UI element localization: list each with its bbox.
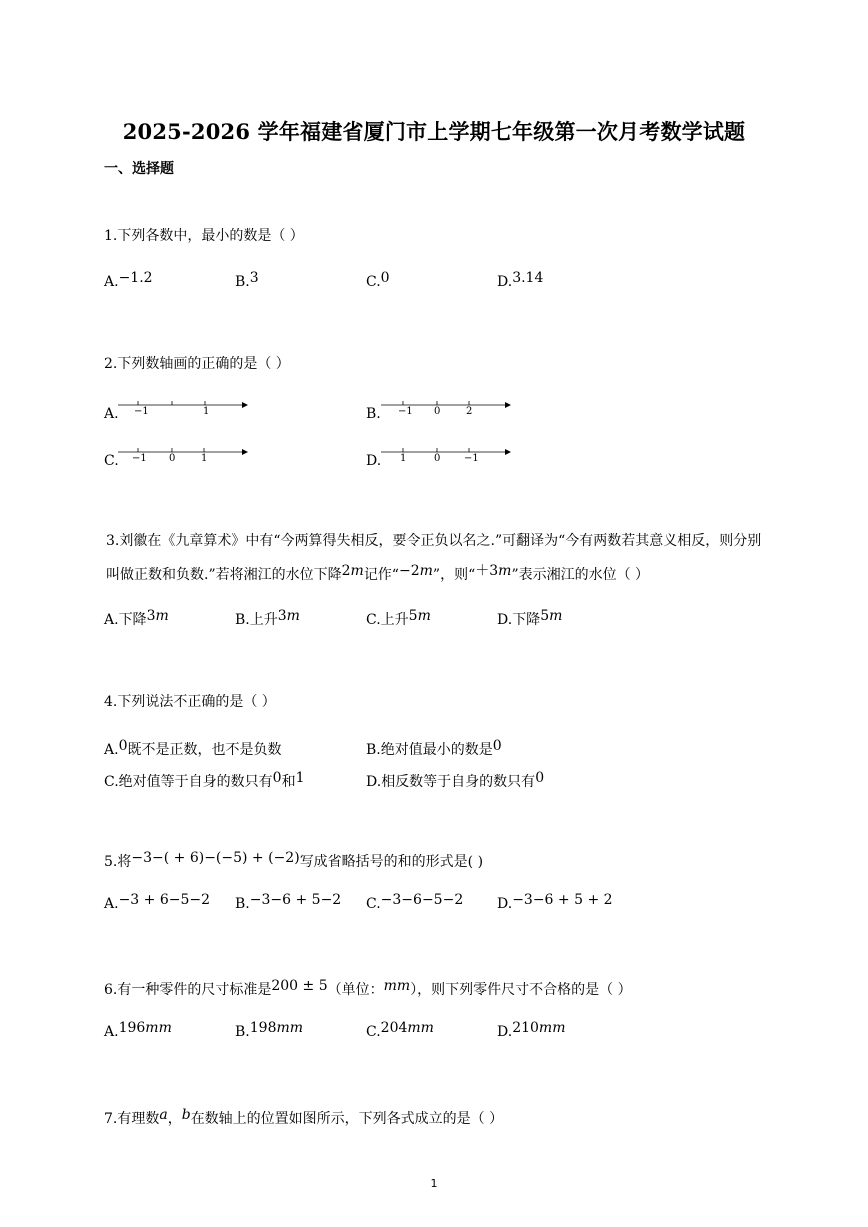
option-6a [104,1020,172,1040]
option-value: −3−6 + 5−2 [249,892,342,908]
stem-math: −3−( + 6)−(−5) + (−2) [131,850,300,866]
tick-label: 1 [203,406,210,417]
option-2a-key: A. [104,406,119,422]
tick-label: 0 [434,406,441,417]
option-text: 上升 [249,612,278,628]
option-text: 绝对值最小的数是 [380,742,493,758]
option-value: 196 [118,1020,146,1036]
question-7 [104,1105,503,1129]
question-1 [104,226,304,246]
question-2 [104,354,290,374]
option-2c-key: C. [104,453,119,469]
tick-label: 1 [201,453,208,464]
stem-text: 在数轴上的位置如图所示，下列各式成立的是（ ） [190,1111,504,1127]
number-line-2b [381,398,513,422]
option-3d [497,608,562,629]
option-key: B. [235,612,250,628]
stem-text: ”，则“ [432,567,476,583]
option-value: 0 [380,270,390,286]
question-5 [104,848,483,872]
option-key: A. [104,612,119,628]
option-text: 上升 [380,612,409,628]
option-4b [366,738,502,759]
option-1a [104,270,153,290]
tick-label: −1 [134,406,149,417]
stem-text: （单位： [327,982,384,998]
option-value: 3 [277,608,287,624]
option-key: C. [366,612,381,628]
option-text: 既不是正数，也不是负数 [127,742,282,758]
option-4d [366,770,544,791]
tick-label: 0 [434,453,441,464]
option-value: 198 [249,1020,277,1036]
option-value: −3 + 6−5−2 [118,892,211,908]
question-stem: 下列数轴画的正确的是（ ） [117,356,290,372]
option-1b [235,270,259,290]
option-key: D. [497,612,513,628]
page-number: 1 [430,1177,438,1190]
option-text: 下降 [118,612,147,628]
stem-text: 记作“ [363,567,399,583]
option-value: 3 [146,608,156,624]
tick-label: 2 [466,406,473,417]
option-value: 204 [380,1020,408,1036]
option-value: 0 [118,738,128,754]
option-unit: mm [407,1020,434,1036]
tick-label: −1 [398,406,413,417]
option-key: D. [366,774,382,790]
question-3 [106,526,771,590]
option-value: 3 [249,270,259,286]
option-key: C. [104,774,119,790]
option-key: C. [366,274,381,290]
option-unit: m [286,608,300,624]
option-value: 0 [535,770,545,786]
stem-text: 有理数 [117,1111,160,1127]
option-unit: mm [145,1020,172,1036]
tick-label: 0 [169,453,176,464]
stem-text: ”表示湘江的水位（ ） [511,567,650,583]
option-3c [366,608,431,629]
option-4a [104,738,281,759]
stem-math: b [181,1107,191,1123]
option-key: B. [235,274,250,290]
stem-math: a [159,1107,168,1123]
option-key: C. [366,896,381,912]
stem-text: 将 [117,854,132,870]
option-text: 绝对值等于自身的数只有 [118,774,273,790]
question-4 [104,692,276,712]
tick-label: −1 [132,453,147,464]
page-title: 2025-2026 学年福建省厦门市上学期七年级第一次月考数学试题 [122,119,746,144]
option-text: 和 [281,774,296,790]
option-5d [497,892,613,912]
section-heading: 一、选择题 [104,161,174,177]
stem-text: 写成省略括号的和的形式是( ) [299,854,484,870]
option-6c [366,1020,434,1040]
option-unit: m [155,608,169,624]
option-key: B. [366,742,381,758]
option-value: 0 [492,738,502,754]
option-value: 3.14 [512,270,544,286]
option-5b [235,892,341,912]
option-key: D. [497,1024,513,1040]
question-number: 3. [106,533,120,549]
question-number: 2. [104,356,118,372]
option-key: B. [235,1024,250,1040]
question-number: 1. [104,228,118,244]
option-value: −3−6 + 5 + 2 [512,892,613,908]
number-line-2c [118,445,250,469]
option-2d-key: D. [366,453,382,469]
option-unit: mm [276,1020,304,1036]
number-line-2a [118,398,250,422]
tick-label: −1 [464,453,479,464]
option-5c [366,892,463,912]
option-3a [104,608,169,629]
option-6b [235,1020,303,1040]
stem-math: −2 [398,563,420,579]
option-4c [104,770,305,791]
option-value: 210 [512,1020,539,1036]
option-key: D. [497,274,513,290]
option-value: −1.2 [118,270,153,286]
option-1c [366,270,390,290]
option-value: 5 [408,608,418,624]
option-text: 下降 [512,612,541,628]
question-number: 7. [104,1111,118,1127]
option-1d [497,270,543,290]
option-text: 相反数等于自身的数只有 [381,774,536,790]
option-5a [104,892,210,912]
option-key: C. [366,1024,381,1040]
option-value: −3−6−5−2 [380,892,464,908]
stem-text: ， [167,1111,182,1127]
option-unit: m [417,608,431,624]
option-unit: mm [538,1020,566,1036]
option-value: 5 [540,608,550,624]
question-number: 6. [104,982,118,998]
stem-math: m [419,563,433,579]
stem-math: 2 [341,563,351,579]
option-key: A. [104,1024,119,1040]
question-stem: 下列说法不正确的是（ ） [117,694,276,710]
stem-text: ），则下列零件尺寸不合格的是（ ） [410,982,632,998]
option-unit: m [549,608,563,624]
stem-math: mm [383,978,411,994]
question-number: 5. [104,854,118,870]
stem-math: m [498,563,512,579]
stem-math: ＋3 [475,563,499,579]
question-stem: 下列各数中，最小的数是（ ） [117,228,304,244]
option-3b [235,608,300,629]
option-key: A. [104,896,119,912]
stem-text: 刘徽在《九章算术》中有“今两算得失相反，要令正负以名之.”可翻译为“今有两数若其意义相反，则分别叫做正数和负数.”若将湘江的水位下降 [106,533,762,583]
option-value: 0 [272,770,282,786]
stem-text: 有一种零件的尺寸标准是 [117,982,272,998]
option-key: A. [104,742,119,758]
number-line-2d [381,445,513,469]
option-value: 1 [295,770,305,786]
stem-math: 200 ± 5 [271,978,328,994]
question-6 [104,976,632,1000]
option-key: A. [104,274,119,290]
option-key: B. [235,896,250,912]
question-number: 4. [104,694,118,710]
tick-label: 1 [400,453,407,464]
stem-math: m [350,563,364,579]
option-2b-key: B. [366,406,381,422]
option-6d [497,1020,565,1040]
option-key: D. [497,896,513,912]
